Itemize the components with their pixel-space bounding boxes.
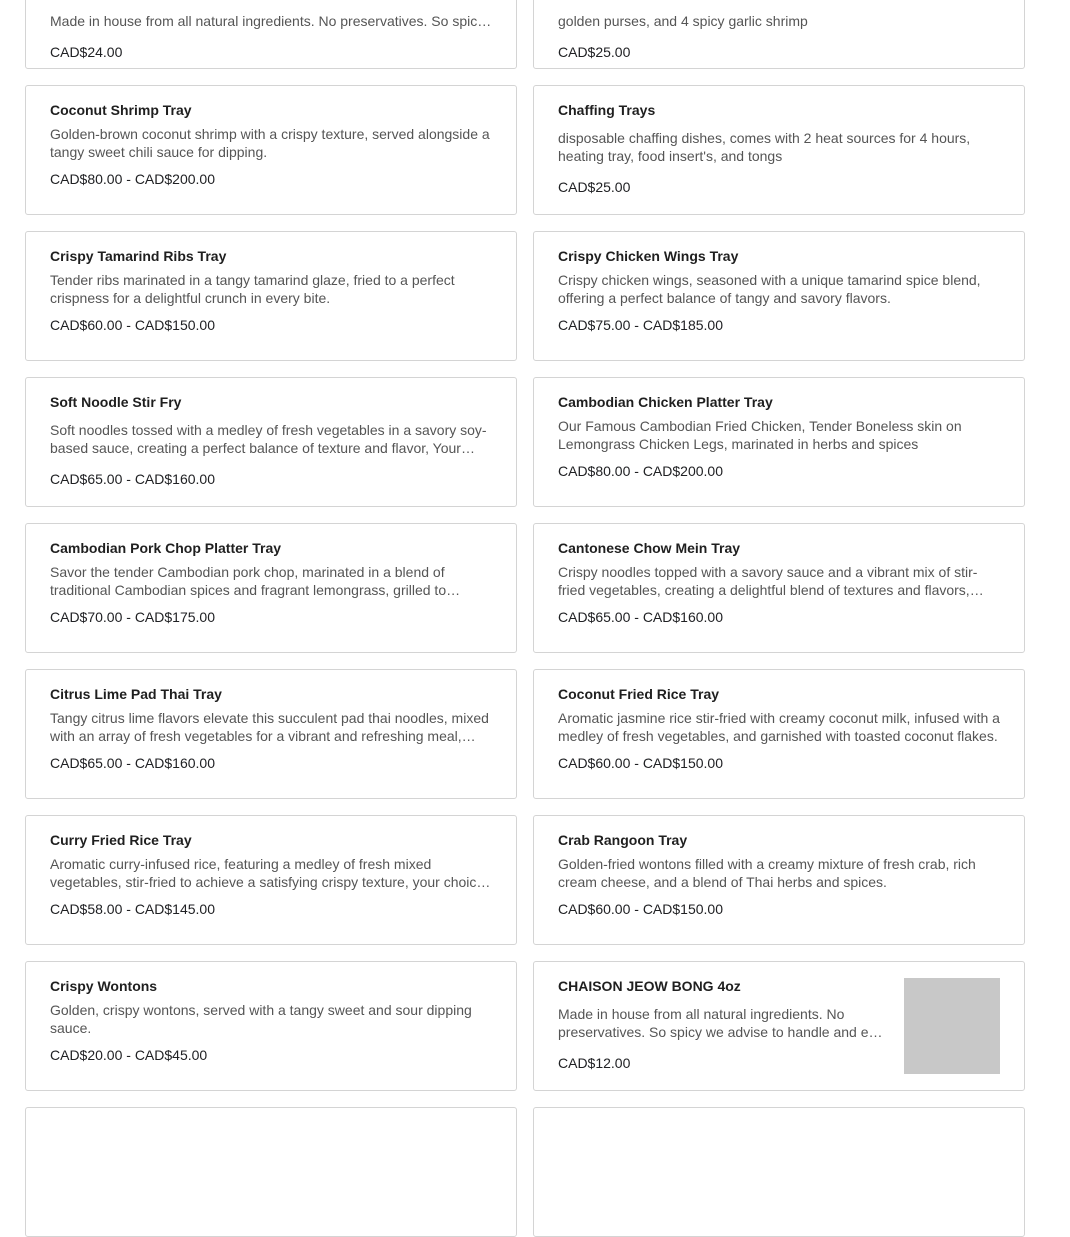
menu-item-title: Chaffing Trays [558, 102, 656, 118]
menu-item-title: CHAISON JEOW BONG 4oz [558, 978, 741, 994]
menu-item-description: Savor the tender Cambodian pork chop, marinated in a blend of traditional Cambodian spices and fragrant lemongrass, grilled to [50, 564, 447, 598]
menu-item-price: CAD$60.00 - CAD$150.00 [558, 901, 723, 917]
menu-item-price: CAD$80.00 - CAD$200.00 [50, 171, 215, 187]
menu-item-card[interactable] [25, 669, 517, 799]
menu-item-card[interactable] [533, 1107, 1025, 1237]
menu-item-card[interactable] [533, 85, 1025, 215]
menu-item-price: CAD$25.00 [558, 44, 631, 60]
menu-item-description: Made in house from all natural ingredients. No preservatives. So spicy [50, 13, 485, 29]
menu-item-description: Tangy citrus lime flavors elevate this succulent pad thai noodles, mixed with an array of fresh vegetables for a vibrant and refreshing meal, [50, 710, 489, 744]
menu-item-title: Crispy Tamarind Ribs Tray [50, 248, 227, 264]
menu-item-price: CAD$60.00 - CAD$150.00 [558, 755, 723, 771]
menu-item-title: Crab Rangoon Tray [558, 832, 688, 848]
menu-item-description: disposable chaffing dishes, comes with 2 heat sources for 4 hours, heating tray, food insert's, and tongs [558, 130, 971, 164]
menu-item-description: Golden-brown coconut shrimp with a crispy texture, served alongside a tangy sweet chili sauce for dipping. [50, 126, 490, 160]
menu-item-description: Made in house from all natural ingredients. No preservatives. So spicy we advise to handle and eat [558, 1006, 881, 1040]
menu-item-title: Cambodian Chicken Platter Tray [558, 394, 773, 410]
menu-item-price: CAD$60.00 - CAD$150.00 [50, 317, 215, 333]
menu-item-title: Citrus Lime Pad Thai Tray [50, 686, 222, 702]
menu-item-card[interactable] [25, 0, 517, 69]
menu-item-description: Our Famous Cambodian Fried Chicken, Tender Boneless skin on Lemongrass Chicken Legs, marinated in herbs and spices [558, 418, 962, 452]
menu-item-title: Coconut Fried Rice Tray [558, 686, 720, 702]
menu-item-card[interactable] [533, 815, 1025, 945]
menu-item-price: CAD$12.00 [558, 1055, 631, 1071]
menu-item-card[interactable] [533, 0, 1025, 69]
menu-item-card[interactable] [25, 1107, 517, 1237]
menu-item-image-placeholder[interactable] [904, 978, 1000, 1074]
menu-item-card[interactable] [25, 377, 517, 507]
menu-item-description: Crispy noodles topped with a savory sauce and a vibrant mix of stir-fried vegetables, creating a delightful blend of textures and flavors, [558, 564, 978, 598]
menu-item-price: CAD$70.00 - CAD$175.00 [50, 609, 215, 625]
menu-item-card[interactable] [533, 523, 1025, 653]
menu-item-description: Aromatic jasmine rice stir-fried with creamy coconut milk, infused with a medley of fresh vegetables, and garnished with toasted coconut flakes. [558, 710, 1000, 744]
menu-item-card[interactable] [533, 961, 1025, 1091]
menu-item-price: CAD$24.00 [50, 44, 123, 60]
menu-item-card[interactable] [25, 231, 517, 361]
menu-item-price: CAD$65.00 - CAD$160.00 [558, 609, 723, 625]
menu-item-description: Aromatic curry-infused rice, featuring a medley of fresh mixed vegetables, stir-fried to achieve a satisfying crispy texture, your choice [50, 856, 485, 890]
menu-item-card[interactable] [25, 523, 517, 653]
menu-item-card[interactable] [25, 85, 517, 215]
menu-item-card[interactable] [25, 815, 517, 945]
menu-item-title: Crispy Chicken Wings Tray [558, 248, 739, 264]
menu-item-price: CAD$65.00 - CAD$160.00 [50, 471, 215, 487]
menu-item-card[interactable] [533, 377, 1025, 507]
menu-item-description: golden purses, and 4 spicy garlic shrimp [558, 13, 808, 29]
menu-item-card[interactable] [533, 669, 1025, 799]
menu-item-card[interactable] [533, 231, 1025, 361]
menu-item-description: Golden, crispy wontons, served with a tangy sweet and sour dipping sauce. [50, 1002, 472, 1036]
menu-item-price: CAD$58.00 - CAD$145.00 [50, 901, 215, 917]
menu-item-title: Curry Fried Rice Tray [50, 832, 192, 848]
menu-item-description: Tender ribs marinated in a tangy tamarind glaze, fried to a perfect crispness for a delightful crunch in every bite. [50, 272, 455, 306]
menu-item-title: Cambodian Pork Chop Platter Tray [50, 540, 282, 556]
menu-item-price: CAD$25.00 [558, 179, 631, 195]
menu-item-title: Coconut Shrimp Tray [50, 102, 192, 118]
menu-item-title: Soft Noodle Stir Fry [50, 394, 182, 410]
menu-item-card[interactable] [25, 961, 517, 1091]
menu-item-description: Golden-fried wontons filled with a creamy mixture of fresh crab, rich cream cheese, and a blend of Thai herbs and spices. [558, 856, 976, 890]
menu-item-title: Cantonese Chow Mein Tray [558, 540, 741, 556]
menu-item-description: Crispy chicken wings, seasoned with a unique tamarind spice blend, offering a perfect balance of tangy and savory flavors. [558, 272, 981, 306]
menu-item-price: CAD$65.00 - CAD$160.00 [50, 755, 215, 771]
menu-item-price: CAD$75.00 - CAD$185.00 [558, 317, 723, 333]
menu-item-title: Crispy Wontons [50, 978, 158, 994]
menu-item-price: CAD$20.00 - CAD$45.00 [50, 1047, 208, 1063]
menu-item-price: CAD$80.00 - CAD$200.00 [558, 463, 723, 479]
menu-item-description: Soft noodles tossed with a medley of fresh vegetables in a savory soy-based sauce, creating a perfect balance of texture and flavor, Your [50, 422, 487, 456]
